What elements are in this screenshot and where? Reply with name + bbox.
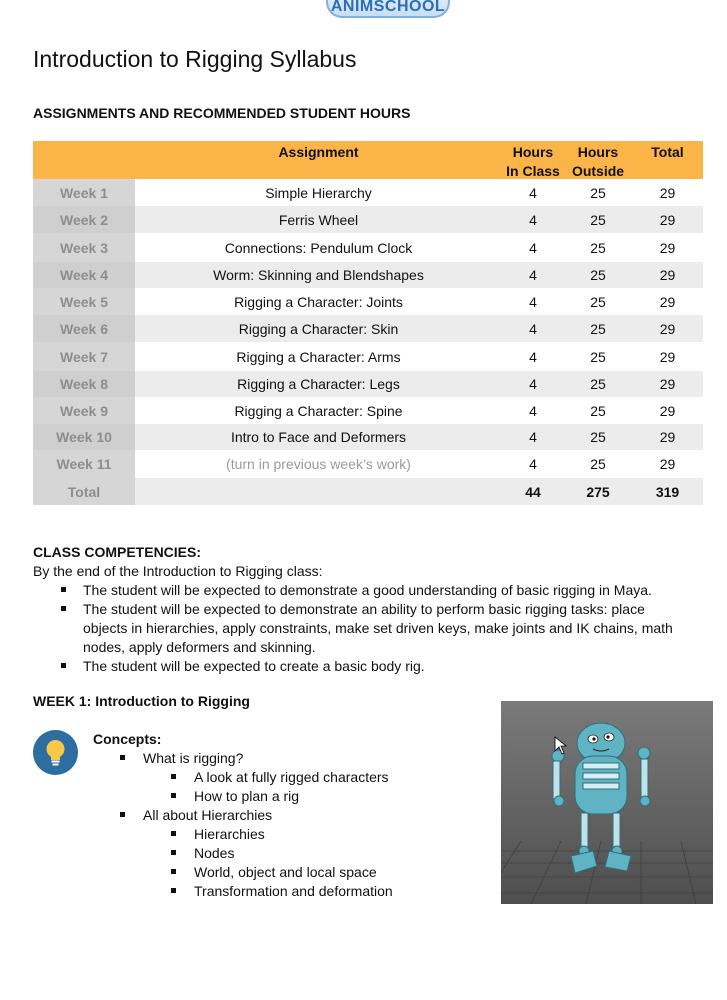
table-row bbox=[33, 179, 703, 206]
week-label: Week 11 bbox=[33, 450, 135, 478]
rigged-robot-viewport[interactable] bbox=[501, 701, 713, 904]
table-row bbox=[33, 233, 703, 262]
assignment-name: Rigging a Character: Spine bbox=[234, 402, 403, 419]
week-label: Week 4 bbox=[33, 262, 135, 288]
week-label: Week 6 bbox=[33, 315, 135, 342]
assignment-name: Rigging a Character: Joints bbox=[234, 293, 403, 310]
hours-in-class: 4 bbox=[529, 184, 537, 201]
hours-total: 29 bbox=[659, 293, 676, 310]
concepts-list bbox=[143, 749, 393, 901]
hours-outside: 25 bbox=[590, 456, 606, 472]
competencies-intro: By the end of the Introduction to Rigging class: bbox=[33, 563, 323, 579]
hours-total: 29 bbox=[659, 376, 676, 392]
assignment-name: Intro to Face and Deformers bbox=[230, 429, 407, 445]
hours-outside: 25 bbox=[590, 239, 606, 256]
hours-outside: 25 bbox=[590, 402, 606, 419]
hours-outside: 25 bbox=[590, 376, 606, 392]
table-row bbox=[33, 288, 703, 315]
hours-outside: 25 bbox=[590, 348, 606, 365]
hours-total: 29 bbox=[659, 184, 676, 201]
total-hours-total: 319 bbox=[655, 483, 680, 500]
week1-concepts bbox=[93, 730, 393, 901]
week-label: Week 8 bbox=[33, 371, 135, 397]
competencies-list bbox=[83, 581, 693, 676]
list-item: How to plan a rig bbox=[194, 787, 393, 806]
table-row bbox=[33, 397, 703, 424]
lightbulb-icon bbox=[33, 730, 78, 775]
week-label: Week 2 bbox=[33, 206, 135, 233]
page-title: Introduction to Rigging Syllabus bbox=[33, 46, 357, 72]
hours-in-class: 4 bbox=[529, 239, 537, 256]
list-item: World, object and local space bbox=[194, 863, 393, 882]
concepts-label: Concepts: bbox=[93, 731, 162, 747]
header-hours-in-class: Hours In Class bbox=[506, 144, 560, 179]
table-row bbox=[33, 424, 703, 450]
total-label: Total bbox=[33, 478, 135, 505]
week-label: Week 10 bbox=[33, 424, 135, 450]
class-competencies bbox=[33, 543, 693, 676]
table-row bbox=[33, 206, 703, 233]
week-label: Week 7 bbox=[33, 342, 135, 371]
list-item: A look at fully rigged characters bbox=[194, 768, 393, 787]
assignment-name: Rigging a Character: Skin bbox=[238, 320, 399, 337]
list-item: The student will be expected to create a basic body rig. bbox=[83, 657, 693, 676]
week-label: Week 1 bbox=[33, 179, 135, 206]
hours-outside: 25 bbox=[590, 211, 606, 228]
total-hours-out: 275 bbox=[586, 483, 610, 500]
hours-in-class: 4 bbox=[529, 211, 537, 228]
hours-total: 29 bbox=[659, 239, 676, 256]
list-item: Hierarchies bbox=[194, 825, 393, 844]
hours-outside: 25 bbox=[590, 267, 606, 283]
assignment-name: (turn in previous week’s work) bbox=[226, 456, 411, 472]
hours-outside: 25 bbox=[590, 293, 606, 310]
assignment-name: Rigging a Character: Arms bbox=[236, 348, 401, 365]
list-item: The student will be expected to demonstrate a good understanding of basic rigging in Maya. bbox=[83, 581, 693, 600]
list-item: Transformation and deformation bbox=[194, 883, 393, 899]
hours-in-class: 4 bbox=[529, 376, 537, 392]
hours-total: 29 bbox=[659, 267, 676, 283]
assignment-name: Simple Hierarchy bbox=[265, 184, 372, 201]
hours-total: 29 bbox=[659, 429, 676, 445]
total-hours-in: 44 bbox=[525, 483, 541, 500]
hours-in-class: 4 bbox=[529, 402, 537, 419]
table-total-row bbox=[33, 478, 703, 505]
list-item: All about Hierarchies Hierarchies Nodes World, object and local space Transformation and deformation bbox=[143, 807, 393, 899]
table-row bbox=[33, 262, 703, 288]
hours-in-class: 4 bbox=[529, 348, 537, 365]
hours-in-class: 4 bbox=[529, 320, 537, 337]
table-row bbox=[33, 450, 703, 478]
week-label: Week 3 bbox=[33, 233, 135, 262]
table-header bbox=[33, 141, 703, 179]
header-hours-outside: Hours Outside bbox=[571, 144, 625, 179]
list-item: The student will be expected to demonstrate an ability to perform basic rigging tasks: place objects in hierarchies, apply constraints, make set driven keys, make joints and IK chains, math nodes, apply deformers and skinning. bbox=[83, 600, 693, 657]
hours-total: 29 bbox=[659, 320, 676, 337]
table-body bbox=[33, 179, 703, 478]
concepts-sublist bbox=[194, 825, 393, 901]
logo-text: ANIMSCHOOL bbox=[330, 0, 446, 15]
list-item: Nodes bbox=[194, 844, 393, 863]
hours-total: 29 bbox=[659, 402, 676, 419]
hours-total: 29 bbox=[659, 211, 676, 228]
week-label: Week 9 bbox=[33, 397, 135, 424]
assignment-name: Rigging a Character: Legs bbox=[237, 376, 400, 392]
hours-total: 29 bbox=[659, 456, 676, 472]
hours-in-class: 4 bbox=[529, 293, 537, 310]
hours-outside: 25 bbox=[590, 320, 606, 337]
assignments-heading: ASSIGNMENTS AND RECOMMENDED STUDENT HOURS bbox=[33, 105, 411, 121]
robot-illustration bbox=[501, 701, 713, 904]
hours-outside: 25 bbox=[590, 184, 606, 201]
hours-in-class: 4 bbox=[529, 429, 537, 445]
header-total: Total bbox=[651, 144, 684, 160]
hours-in-class: 4 bbox=[529, 267, 537, 283]
assignment-name: Connections: Pendulum Clock bbox=[224, 239, 413, 256]
header-week-spacer bbox=[33, 141, 135, 179]
list-item: What is rigging? A look at fully rigged characters How to plan a rig bbox=[143, 749, 393, 806]
hours-in-class: 4 bbox=[529, 456, 537, 472]
table-row bbox=[33, 315, 703, 342]
header-assignment: Assignment bbox=[278, 144, 359, 160]
week-label: Week 5 bbox=[33, 288, 135, 315]
animschool-logo bbox=[326, 0, 450, 18]
table-row bbox=[33, 342, 703, 371]
hours-outside: 25 bbox=[590, 429, 606, 445]
hours-total: 29 bbox=[659, 348, 676, 365]
concepts-sublist bbox=[194, 768, 393, 806]
assignment-name: Ferris Wheel bbox=[278, 211, 359, 228]
assignments-table bbox=[33, 141, 703, 505]
table-row bbox=[33, 371, 703, 397]
assignment-name: Worm: Skinning and Blendshapes bbox=[213, 267, 424, 283]
competencies-heading: CLASS COMPETENCIES: bbox=[33, 544, 202, 560]
week1-heading: WEEK 1: Introduction to Rigging bbox=[33, 693, 250, 709]
